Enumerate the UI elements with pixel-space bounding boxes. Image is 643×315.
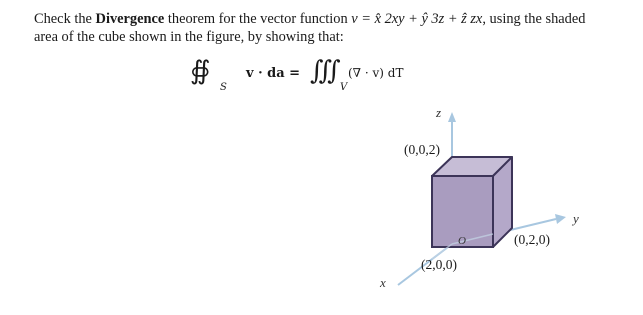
- integrand-left: v · da =: [246, 66, 301, 81]
- integrand-right: (∇ · v) dT: [348, 66, 404, 80]
- point-x-label: (2,0,0): [421, 257, 457, 272]
- vector-function: v = x̂ 2xy + ŷ 3z + ẑ zx: [351, 11, 483, 27]
- problem-keyword: Divergence: [95, 11, 165, 27]
- surface-integral-symbol: ∯: [190, 56, 211, 86]
- z-axis-label: z: [436, 105, 442, 120]
- problem-text-part3: , using the shaded area of the cube shown in the figure, by showing that:: [34, 11, 586, 45]
- problem-text-part2: theorem for the vector function: [164, 11, 352, 27]
- y-axis-arrow: [555, 214, 566, 224]
- x-axis-label: x: [380, 275, 386, 290]
- volume-integral-symbol: ∭: [310, 56, 341, 86]
- volume-subscript: V: [340, 82, 348, 93]
- z-axis-arrow: [448, 112, 456, 122]
- point-z-label: (0,0,2): [404, 142, 440, 157]
- problem-text-part1: Check the: [34, 11, 96, 27]
- origin-label: O: [458, 235, 466, 247]
- y-axis-label: y: [573, 211, 579, 226]
- point-y-label: (0,2,0): [514, 232, 550, 247]
- surface-subscript: S: [220, 82, 227, 93]
